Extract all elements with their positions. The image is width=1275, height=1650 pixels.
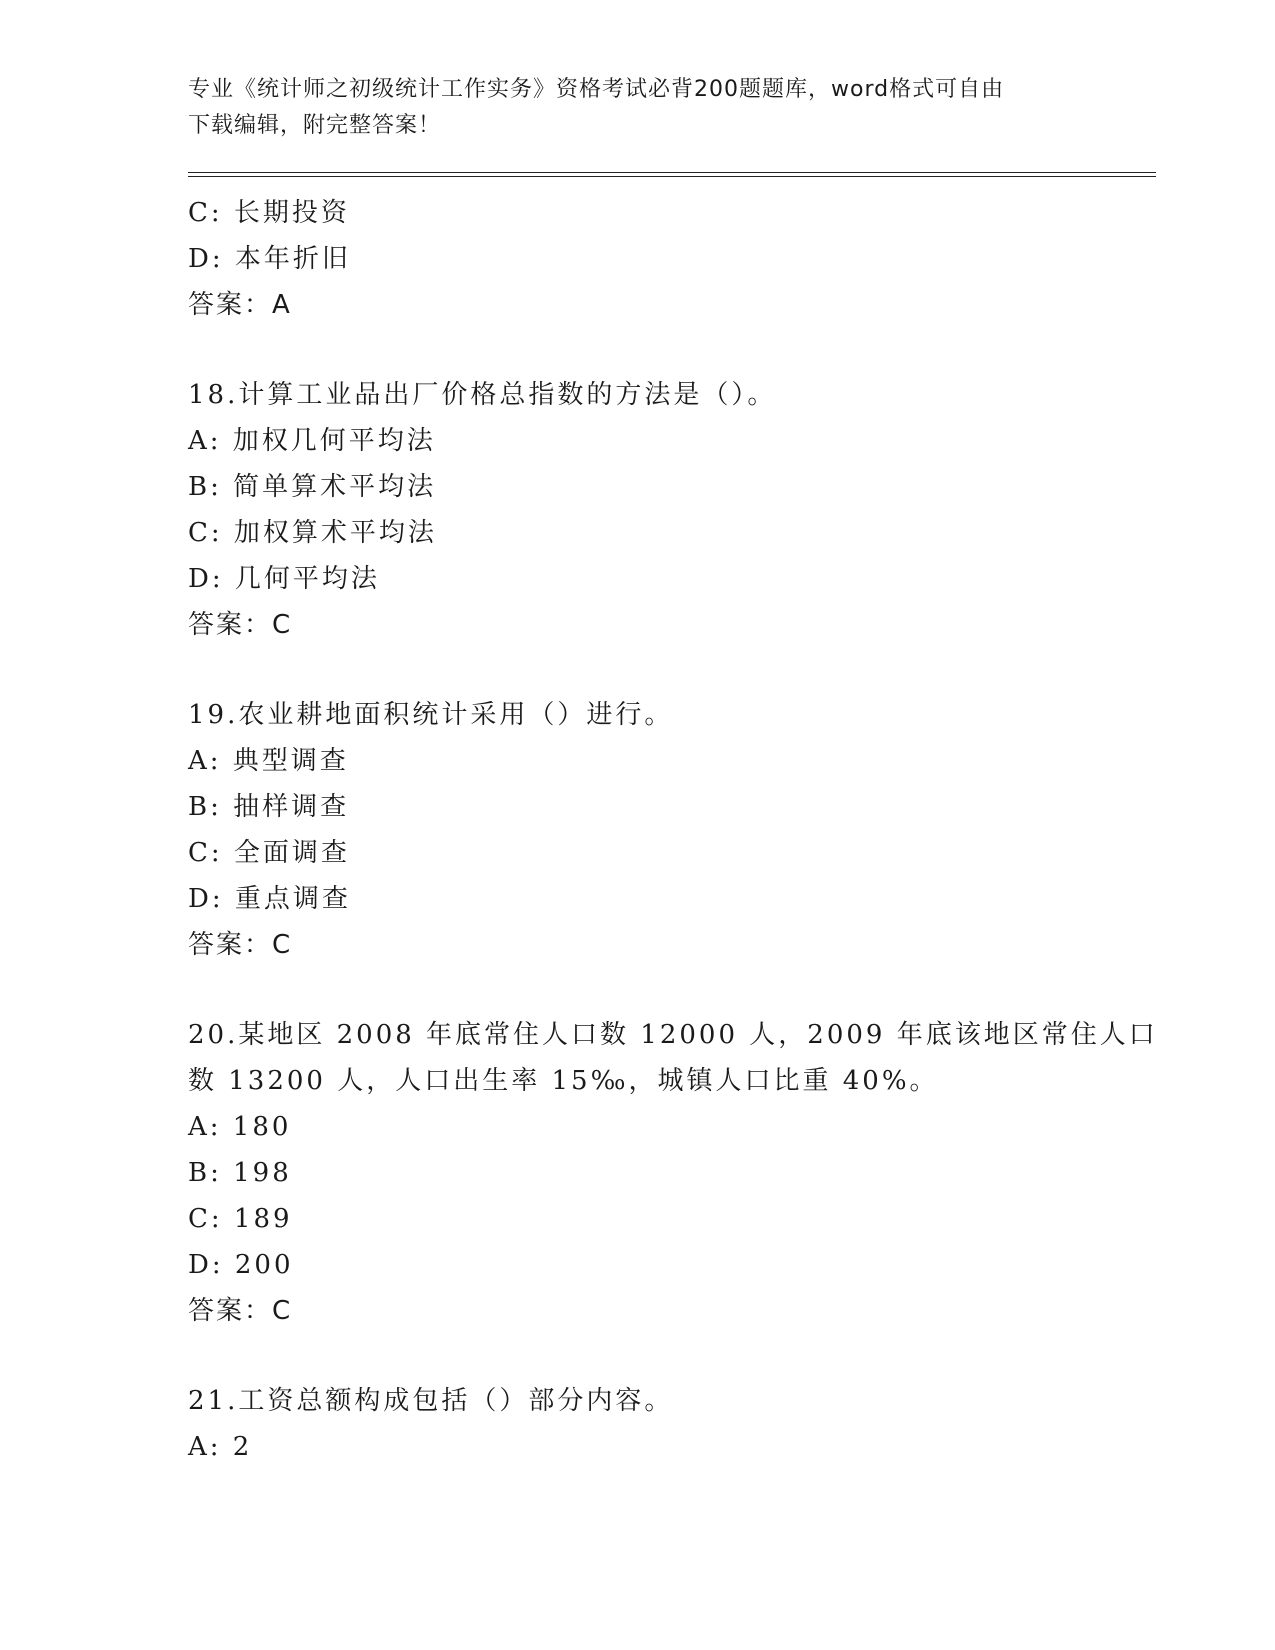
answer-line: 答案：C (188, 1296, 293, 1326)
document-header (188, 72, 1088, 144)
question-21 (188, 1378, 1088, 1470)
answer-line: 答案：C (188, 610, 293, 640)
option-a: A: 加权几何平均法 (188, 426, 436, 456)
header-rule-bottom (188, 176, 1156, 177)
answer-line: 答案：C (188, 930, 293, 960)
option-b: B: 简单算术平均法 (188, 472, 437, 502)
question-19 (188, 692, 1088, 968)
question-text: 18.计算工业品出厂价格总指数的方法是（）。 (188, 380, 777, 410)
option-c: C: 长期投资 (188, 198, 350, 228)
question-text: 21.工资总额构成包括（）部分内容。 (188, 1386, 674, 1416)
question-list (188, 190, 1158, 1470)
option-c: C: 全面调查 (188, 838, 350, 868)
previous-question-tail (188, 190, 1088, 328)
option-d: D: 重点调查 (188, 884, 351, 914)
answer-line: 答案：A (188, 290, 292, 320)
header-line-2: 下载编辑，附完整答案！ (188, 113, 442, 138)
option-b: B: 198 (188, 1158, 292, 1188)
option-a: A: 180 (188, 1112, 292, 1142)
option-c: C: 加权算术平均法 (188, 518, 437, 548)
option-d: D: 本年折旧 (188, 244, 351, 274)
option-c: C: 189 (188, 1204, 293, 1234)
option-a: A: 典型调查 (188, 746, 349, 776)
option-d: D: 200 (188, 1250, 294, 1280)
question-text-line-2: 数 13200 人，人口出生率 15‰，城镇人口比重 40%。 (188, 1066, 939, 1096)
question-18 (188, 372, 1088, 648)
question-20 (188, 1012, 1158, 1334)
question-text-line-1: 20.某地区 2008 年底常住人口数 12000 人，2009 年底该地区常住人口 (188, 1020, 1158, 1050)
option-d: D: 几何平均法 (188, 564, 380, 594)
header-rule-top (188, 172, 1156, 173)
header-line-1: 专业《统计师之初级统计工作实务》资格考试必背200题题库，word格式可自由 (188, 77, 1005, 102)
option-a: A: 2 (188, 1432, 253, 1462)
option-b: B: 抽样调查 (188, 792, 350, 822)
question-text: 19.农业耕地面积统计采用（）进行。 (188, 700, 674, 730)
